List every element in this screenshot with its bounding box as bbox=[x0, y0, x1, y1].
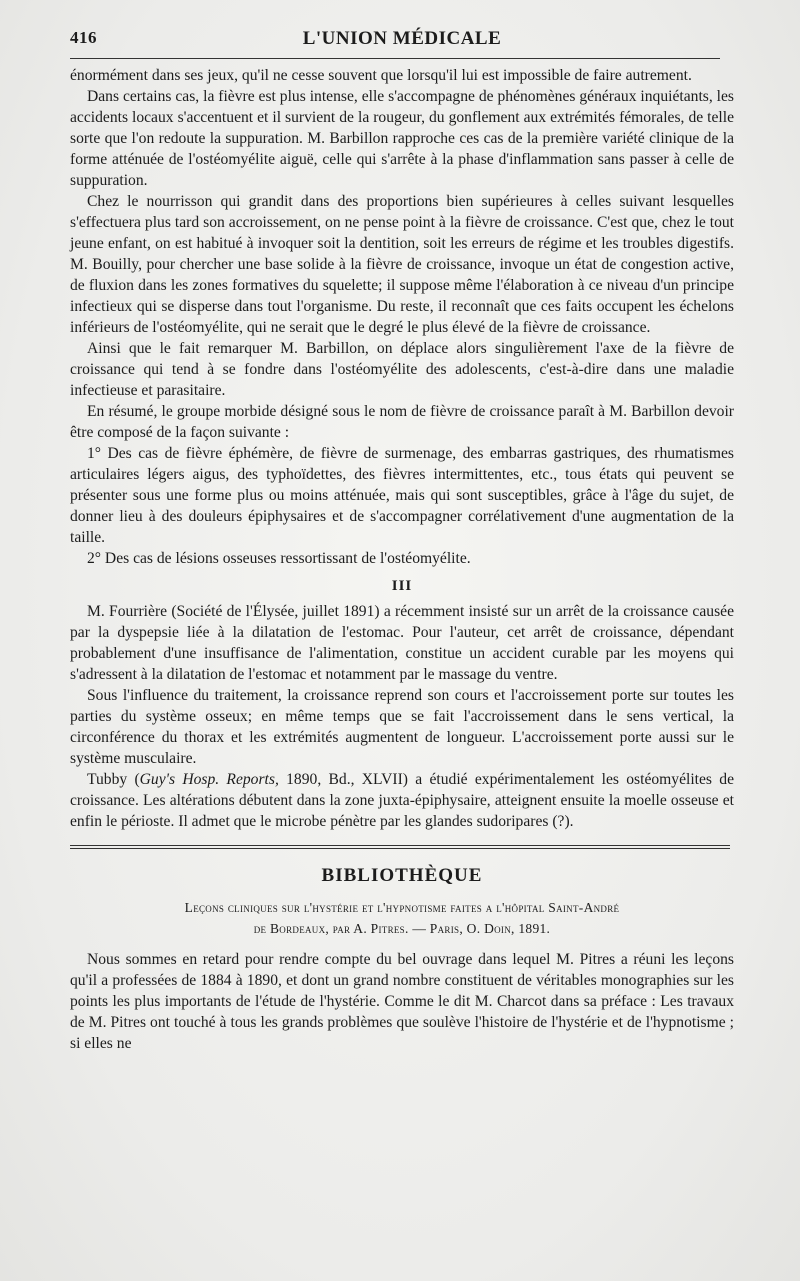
paragraph-tubby bbox=[70, 769, 734, 832]
paragraph-item-2: 2° Des cas de lésions osseuses ressortissant de l'ostéomyélite. bbox=[87, 550, 471, 567]
page-header bbox=[70, 22, 734, 50]
paragraph-resume: En résumé, le groupe morbide désigné sous le nom de fièvre de croissance paraît à M. Barbillon devoir être composé de la façon suivante : bbox=[70, 403, 734, 441]
paragraph-fever-intense: Dans certains cas, la fièvre est plus intense, elle s'accompagne de phénomènes généraux inquiétants, les accidents locaux s'accentuent et il survient de la rougeur, du gonflement aux extrémités fémorales, de telle sorte que l'on redoute la suppuration. M. Barbillon rapproche ces cas de la première variété clinique de la forme atténuée de l'ostéomyélite aiguë, celle qui s'arrête à la phase d'inflammation sans passer à celle de suppuration. bbox=[70, 88, 734, 189]
bibliotheque-heading: BIBLIOTHÈQUE bbox=[321, 865, 483, 886]
book-reference-line1: Leçons cliniques sur l'hystérie et l'hypnotisme faites a l'hôpital Saint-André bbox=[184, 900, 620, 915]
section-divider bbox=[70, 845, 730, 849]
paragraph-continuation: énormément dans ses jeux, qu'il ne cesse souvent que lorsqu'il lui est impossible de faire autrement. bbox=[70, 67, 692, 84]
paragraph-nourrisson: Chez le nourrisson qui grandit dans des proportions bien supérieures à celles suivant lesquelles s'effectuera plus tard son accroissement, on ne pense point à la fièvre de croissance. C'est que, chez le tout jeune enfant, on est habitué à invoquer soit la dentition, soit les erreurs de régime et les troubles digestifs. M. Bouilly, pour chercher une base solide à la fièvre de croissance, invoque un état de congestion active, de fluxion dans les zones formatives du squelette; il suppose même l'élaboration à ce niveau d'un principe infectieux qui se disperse dans tout l'organisme. Du reste, il reconnaît que ces faits occupent les échelons inférieurs de l'ostéomyélite, qui ne serait que le degré le plus élevé de la fièvre de croissance. bbox=[70, 193, 734, 336]
section-number: III bbox=[391, 578, 413, 594]
tubby-citation: Guy's Hosp. Reports, bbox=[139, 771, 279, 788]
paragraph-item-1: 1° Des cas de fièvre éphémère, de fièvre de surmenage, des embarras gastriques, des rhumatismes articulaires légers aigus, des typhoïdettes, des fièvres intermittentes, etc., tous états qui peuvent se présenter sous une forme plus ou moins atténuée, mais qui sont susceptibles, grâce à l'âge du sujet, de donner lieu à des douleurs épiphysaires et de s'accompagner corrélativement d'une augmentation de la taille. bbox=[70, 445, 734, 546]
tubby-text-pre: Tubby ( bbox=[87, 771, 140, 788]
page-number: 416 bbox=[70, 28, 97, 47]
paragraph-influence: Sous l'influence du traitement, la croissance reprend son cours et l'accroissement porte sur toutes les parties du système osseux; en même temps que se fait l'accroissement dans le sens vertical, la circonférence du thorax et les extrémités augmentent de longueur. L'accroissement porte aussi sur le système musculaire. bbox=[70, 687, 734, 767]
book-reference-line2: de Bordeaux, par A. Pitres. — Paris, O. Doin, 1891. bbox=[253, 921, 551, 936]
running-title: L'UNION MÉDICALE bbox=[302, 28, 502, 49]
tubby-text-post: 1890, Bd., XLVII) a étudié expérimentalement les ostéomyélites de croissance. Les altérations débutent dans la zone juxta-épiphysaire, atteignent ensuite la moelle osseuse et enfin le périoste. Il admet que le microbe pénètre par les glandes sudoripares (?). bbox=[70, 771, 734, 830]
paragraph-fourriere: M. Fourrière (Société de l'Élysée, juillet 1891) a récemment insisté sur un arrêt de la croissance causée par la dyspepsie liée à la dilatation de l'estomac. Pour l'auteur, cet arrêt de croissance, dépendant probablement d'une insuffisance de l'alimentation, constitue un accident curable par les moyens qui s'adressent à la dilatation de l'estomac et notamment par le massage du ventre. bbox=[70, 603, 734, 683]
paragraph-barbillon-axis: Ainsi que le fait remarquer M. Barbillon, on déplace alors singulièrement l'axe de la fièvre de croissance qui tend à se fondre dans l'ostéomyélite des adolescents, c'est-à-dire dans une maladie infectieuse et parasitaire. bbox=[70, 340, 734, 399]
book-reference bbox=[70, 897, 734, 939]
header-rule bbox=[70, 58, 720, 59]
paragraph-review: Nous sommes en retard pour rendre compte du bel ouvrage dans lequel M. Pitres a réuni les leçons qu'il a professées de 1884 à 1890, et dont un grand nombre constituent de véritables monographies sur les points les plus importants de l'étude de l'hystérie. Comme le dit M. Charcot dans sa préface : Les travaux de M. Pitres ont touché à tous les grands problèmes que soulève l'histoire de l'hystérie et de l'hypnotisme ; si elles ne bbox=[70, 951, 734, 1052]
